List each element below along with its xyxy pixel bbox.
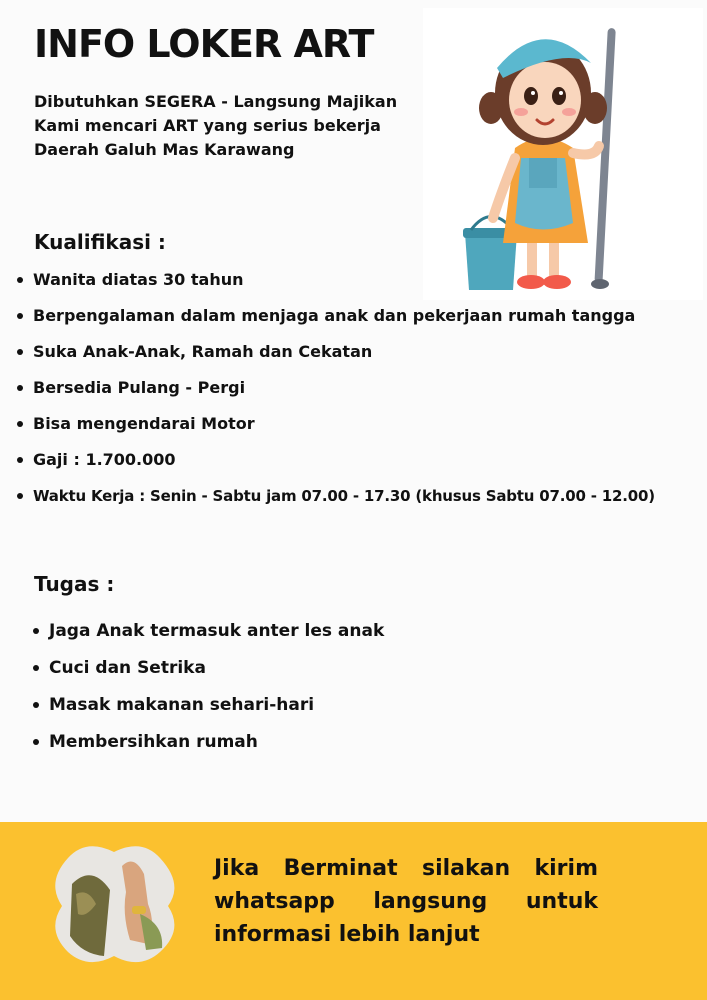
footer-banner [0,822,707,1000]
page-title: INFO LOKER ART [34,22,374,66]
intro-line: Dibutuhkan SEGERA - Langsung Majikan [34,92,398,111]
kualifikasi-heading: Kualifikasi : [34,230,166,254]
list-item: Berpengalaman dalam menjaga anak dan pekerjaan rumah tangga [33,306,655,326]
list-item: Masak makanan sehari-hari [49,695,384,715]
list-item: Membersihkan rumah [49,732,384,752]
kualifikasi-list [33,270,655,522]
intro-line: Daerah Galuh Mas Karawang [34,140,295,159]
list-item: Suka Anak-Anak, Ramah dan Cekatan [33,342,655,362]
tugas-heading: Tugas : [34,572,115,596]
list-item: Gaji : 1.700.000 [33,450,655,470]
hands-photo [52,844,176,964]
list-item: Jaga Anak termasuk anter les anak [49,621,385,641]
list-item: Wanita diatas 30 tahun [33,270,655,290]
list-item: Waktu Kerja : Senin - Sabtu jam 07.00 - 17.30 (khusus Sabtu 07.00 - 12.00) [33,487,655,505]
tugas-list [49,621,384,769]
cta-text: Jika Berminat silakan kirim whatsapp langsung untuk informasi lebih lanjut [214,856,598,947]
intro-text [34,90,397,162]
list-item: Bersedia Pulang - Pergi [33,378,655,398]
list-item: Bisa mengendarai Motor [33,414,655,434]
intro-line: Kami mencari ART yang serius bekerja [34,116,381,135]
list-item: Cuci dan Setrika [49,658,384,678]
housekeeper-illustration [423,8,703,300]
